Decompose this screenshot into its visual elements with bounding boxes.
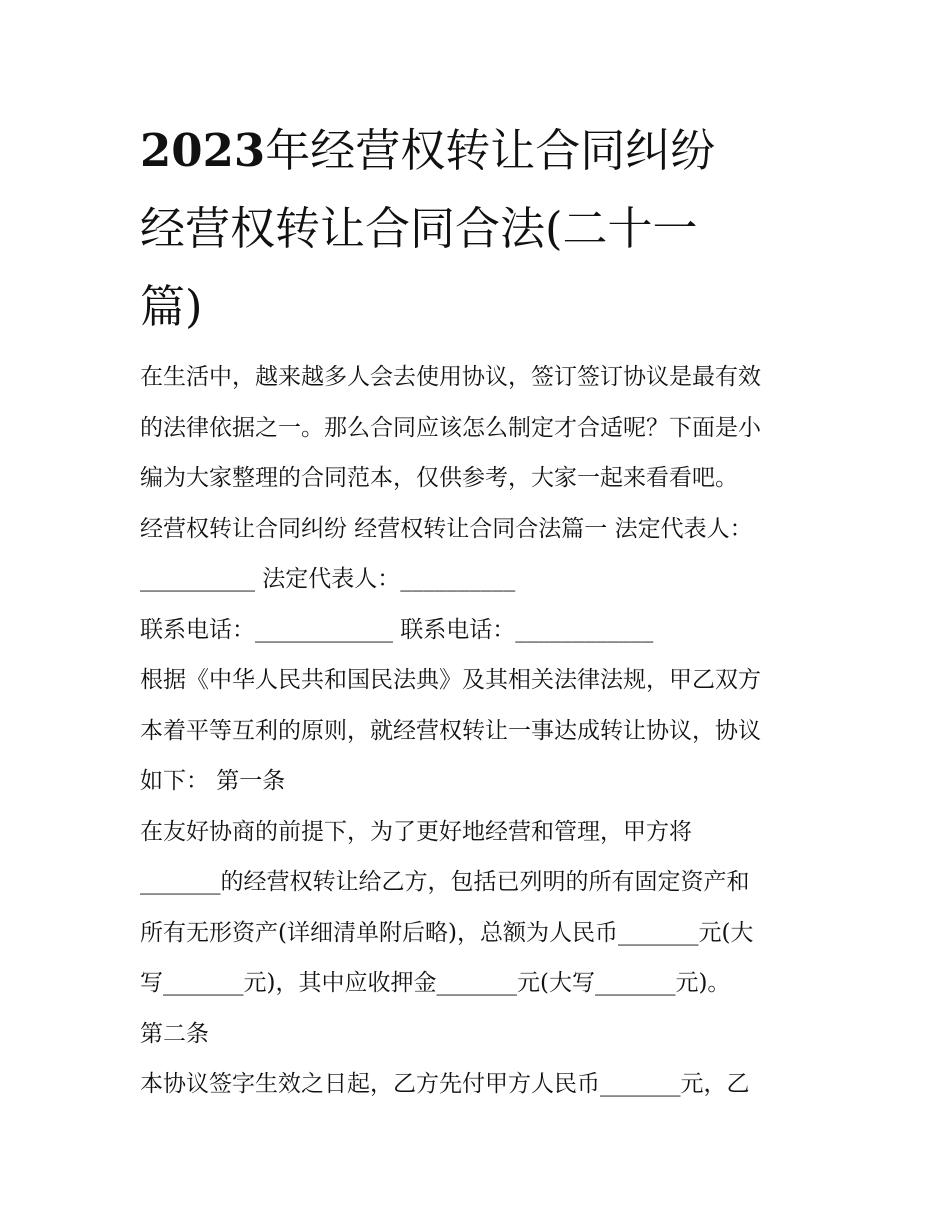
body-line: 经营权转让合同纠纷 经营权转让合同合法篇一 法定代表人： (140, 515, 753, 542)
body-line: 的法律依据之一。那么合同应该怎么制定才合适呢？下面是小 (140, 414, 761, 441)
body-line: 在生活中，越来越多人会去使用协议，签订签订协议是最有效 (140, 364, 761, 390)
body-line: 联系电话：____________ 联系电话：____________ (140, 616, 654, 643)
title-year: 2023 (140, 124, 266, 177)
body-line: _______的经营权转让给乙方，包括已列明的所有固定资产和 (140, 869, 750, 895)
title-line-3: 篇) (140, 280, 203, 333)
document-title (140, 112, 820, 346)
document-body (140, 352, 820, 1110)
body-line: 如下： 第一条 (140, 768, 286, 794)
body-line: 编为大家整理的合同范本，仅供参考，大家一起来看看吧。 (140, 465, 738, 491)
body-line: 在友好协商的前提下，为了更好地经营和管理，甲方将 (140, 818, 692, 845)
title-line-2: 经营权转让合同合法(二十一 (140, 202, 698, 255)
body-line: 第二条 (140, 1020, 209, 1047)
body-line: 所有无形资产(详细清单附后略)，总额为人民币_______元(大 (140, 919, 754, 946)
body-line: 本着平等互利的原则，就经营权转让一事达成转让协议，协议 (140, 717, 761, 744)
body-line: 根据《中华人民共和国民法典》及其相关法律法规，甲乙双方 (140, 667, 761, 693)
body-line: 写_______元)，其中应收押金_______元(大写_______元)。 (140, 970, 731, 996)
title-line-1 (140, 112, 820, 190)
body-line: 本协议签字生效之日起，乙方先付甲方人民币_______元，乙 (140, 1071, 750, 1097)
title-line-1-text: 年经营权转让合同纠纷 (265, 124, 716, 177)
body-line: __________ 法定代表人：__________ (140, 566, 516, 592)
